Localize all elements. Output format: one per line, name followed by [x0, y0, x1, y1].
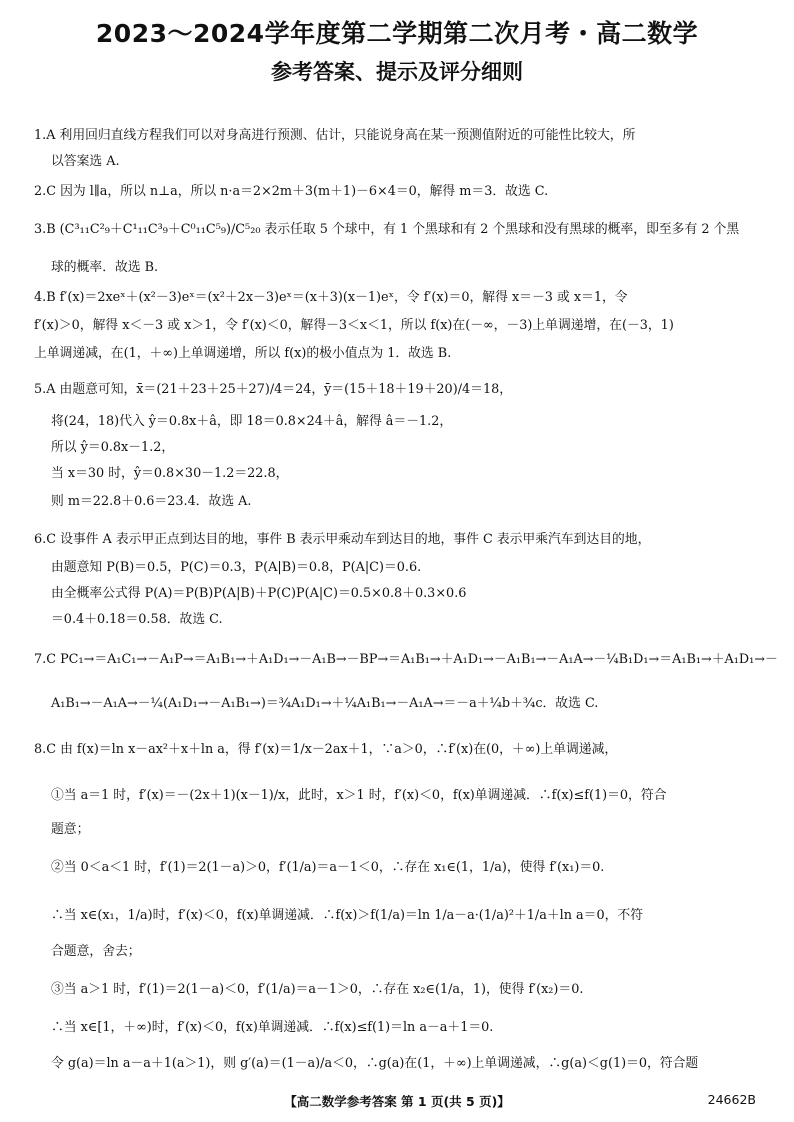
line-11: 所以 ŷ＝0.8x－1.2，: [51, 440, 175, 455]
line-24: ∴当 x∈(x₁，1/a)时，f′(x)＜0，f(x)单调递减．∴f(x)＞f(1/a)＝ln 1/a－a·(1/a)²＋1/a＋ln a＝0，不符: [51, 908, 644, 923]
line-7: f′(x)＞0，解得 x＜－3 或 x＞1，令 f′(x)＜0，解得－3＜x＜1，所以 f(x)在(－∞，－3)上单调递增，在(－3，1): [34, 318, 674, 333]
line-18: 7.C PC₁→＝A₁C₁→－A₁P→＝A₁B₁→＋A₁D₁→－A₁B→－BP→＝A₁B₁→＋A₁D₁→－A₁B₁→－A₁A→－¼B₁D₁→＝A₁B₁→＋A₁D₁→－: [34, 652, 778, 667]
line-14: 6.C 设事件 A 表示甲正点到达目的地，事件 B 表示甲乘动车到达目的地，事件 C 表示甲乘汽车到达目的地，: [34, 532, 651, 547]
line-6: 4.B f′(x)＝2xeˣ＋(x²－3)eˣ＝(x²＋2x－3)eˣ＝(x＋3)(x－1)eˣ，令 f′(x)＝0，解得 x＝－3 或 x＝1，令: [34, 290, 628, 305]
line-5: 球的概率．故选 B.: [51, 260, 159, 275]
line-1: 1.A 利用回归直线方程我们可以对身高进行预测、估计，只能说身高在某一预测值附近的可能性比较大，所: [34, 128, 636, 143]
line-4: 3.B (C³₁₁C²₉＋C¹₁₁C³₉＋C⁰₁₁C⁵₉)/C⁵₂₀ 表示任取 5 个球中，有 1 个黑球和有 2 个黑球和没有黑球的概率，即至多有 2 个黑: [34, 222, 740, 237]
line-13: 则 m＝22.8＋0.6＝23.4．故选 A.: [51, 494, 252, 509]
line-16: 由全概率公式得 P(A)＝P(B)P(A|B)＋P(C)P(A|C)＝0.5×0.8＋0.3×0.6: [51, 586, 467, 601]
line-25: 合题意，舍去；: [51, 944, 141, 959]
line-9: 5.A 由题意可知，x̄＝(21＋23＋25＋27)/4＝24，ȳ＝(15＋18＋19＋20)/4＝18，: [34, 382, 513, 397]
line-23: ②当 0＜a＜1 时，f′(1)＝2(1－a)＞0，f′(1/a)＝a－1＜0，∴存在 x₁∈(1，1/a)，使得 f′(x₁)＝0.: [51, 860, 605, 875]
line-17: ＝0.4＋0.18＝0.58．故选 C.: [51, 612, 223, 627]
line-28: 令 g(a)＝ln a－a＋1(a＞1)，则 g′(a)＝(1－a)/a＜0，∴g(a)在(1，＋∞)上单调递减，∴g(a)＜g(1)＝0，符合题: [51, 1056, 699, 1071]
line-21: ①当 a＝1 时，f′(x)＝－(2x＋1)(x－1)/x，此时，x＞1 时，f′(x)＜0，f(x)单调递减．∴f(x)≤f(1)＝0，符合: [51, 788, 667, 803]
line-19: A₁B₁→－A₁A→－¼(A₁D₁→－A₁B₁→)＝¾A₁D₁→＋¼A₁B₁→－A₁A→＝－a＋¼b＋¾c．故选 C.: [51, 696, 599, 711]
page-footer: 【高二数学参考答案 第 1 页(共 5 页)】: [284, 1094, 510, 1109]
document-code: 24662B: [707, 1092, 756, 1107]
line-3: 2.C 因为 l∥a，所以 n⊥a，所以 n·a＝2×2m＋3(m＋1)－6×4＝0，解得 m＝3．故选 C.: [34, 184, 549, 199]
line-10: 将(24，18)代入 ŷ＝0.8x＋â，即 18＝0.8×24＋â，解得 â＝－1.2，: [51, 414, 453, 429]
line-12: 当 x＝30 时，ŷ＝0.8×30－1.2＝22.8，: [51, 466, 289, 481]
line-26: ③当 a＞1 时，f′(1)＝2(1－a)＜0，f′(1/a)＝a－1＞0，∴存在 x₂∈(1/a，1)，使得 f′(x₂)＝0.: [51, 982, 584, 997]
line-15: 由题意知 P(B)＝0.5，P(C)＝0.3，P(A|B)＝0.8，P(A|C)＝0.6.: [51, 560, 422, 575]
line-22: 题意；: [51, 822, 90, 837]
line-27: ∴当 x∈[1，＋∞)时，f′(x)＜0，f(x)单调递减．∴f(x)≤f(1)＝ln a－a＋1＝0.: [51, 1020, 494, 1035]
line-2: 以答案选 A.: [51, 154, 120, 169]
line-20: 8.C 由 f(x)＝ln x－ax²＋x＋ln a，得 f′(x)＝1/x－2ax＋1，∵a＞0，∴f′(x)在(0，＋∞)上单调递减，: [34, 742, 618, 757]
page-subtitle: 参考答案、提示及评分细则: [271, 60, 523, 84]
line-8: 上单调递减，在(1，＋∞)上单调递增，所以 f(x)的极小值点为 1．故选 B.: [34, 346, 452, 361]
page-title: 2023～2024学年度第二学期第二次月考・高二数学: [95, 19, 699, 48]
